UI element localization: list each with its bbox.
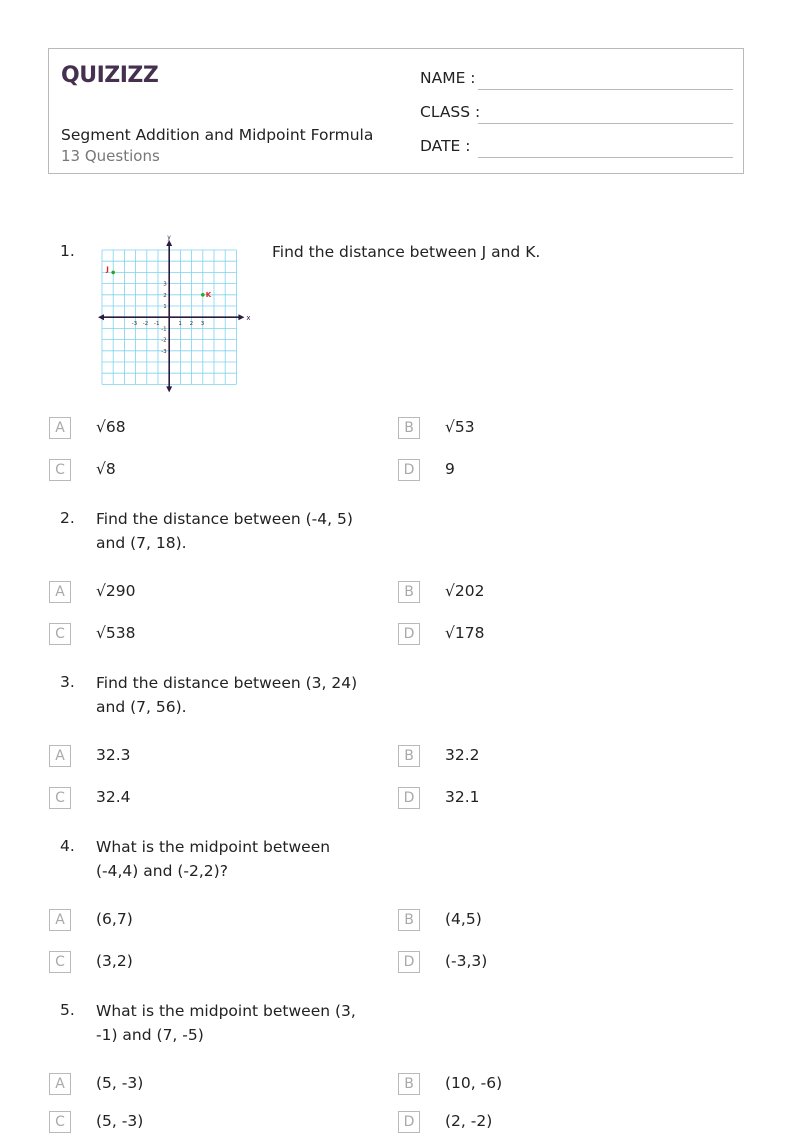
option-letter: C (49, 623, 71, 645)
option-text: 32.1 (445, 788, 480, 806)
option-letter: D (398, 787, 420, 809)
option-text: (3,2) (96, 952, 133, 970)
option-letter: A (49, 1073, 71, 1095)
question-number: 1. (60, 242, 75, 260)
point-label-k: K (205, 290, 212, 299)
x-tick-label: -3 (131, 321, 138, 328)
y-tick-label: 2 (163, 292, 167, 299)
option-letter: D (398, 1111, 420, 1133)
logo-text: QUIZIZZ (61, 63, 159, 88)
option-letter: B (398, 909, 420, 931)
option-letter: C (49, 787, 71, 809)
y-axis-arrow-down (166, 386, 172, 392)
option-letter: B (398, 417, 420, 439)
x-axis-arrow-right (238, 314, 244, 320)
option-text: (6,7) (96, 910, 133, 928)
option-letter: C (49, 1111, 71, 1133)
y-tick-label: 1 (163, 304, 167, 310)
option-text: √8 (96, 460, 116, 478)
name-line (478, 89, 733, 90)
class-line (478, 123, 733, 124)
option-text: (5, -3) (96, 1112, 144, 1130)
question-text: Find the distance between (3, 24) and (7, 56). (96, 674, 358, 716)
question-count: 13 Questions (61, 147, 160, 165)
x-tick-label: -2 (142, 321, 149, 328)
y-axis-label: y (167, 234, 171, 241)
option-letter: A (49, 745, 71, 767)
class-label: CLASS : (420, 103, 481, 121)
class-field[interactable] (420, 103, 480, 121)
y-tick-label: 3 (163, 281, 167, 288)
x-tick-label: -1 (154, 321, 160, 328)
option-letter: D (398, 459, 420, 481)
point-label-j: J (106, 265, 109, 274)
date-line (478, 157, 733, 158)
date-label: DATE : (420, 137, 471, 155)
date-field[interactable] (420, 137, 470, 155)
question-number: 4. (60, 837, 75, 855)
option-letter: C (49, 951, 71, 973)
option-letter: B (398, 745, 420, 767)
question-number: 2. (60, 509, 75, 527)
point-k (201, 293, 205, 297)
worksheet-title: Segment Addition and Midpoint Formula (61, 126, 374, 144)
question-number: 3. (60, 673, 75, 691)
worksheet-header (48, 48, 744, 174)
option-text: √178 (445, 624, 485, 642)
question-text: Find the distance between J and K. (272, 243, 541, 261)
name-field[interactable] (420, 69, 476, 87)
option-text: (5, -3) (96, 1074, 144, 1092)
question-number: 5. (60, 1001, 75, 1019)
y-tick-label: -3 (161, 348, 167, 355)
option-letter: D (398, 623, 420, 645)
option-text: 9 (445, 460, 455, 478)
option-text: (4,5) (445, 910, 482, 928)
option-letter: B (398, 1073, 420, 1095)
coordinate-graph (98, 234, 251, 390)
option-letter: D (398, 951, 420, 973)
option-text: 32.3 (96, 746, 131, 764)
x-tick-label: 2 (189, 321, 194, 328)
x-tick-label: 3 (200, 321, 205, 328)
point-j (111, 271, 115, 275)
option-letter: B (398, 581, 420, 603)
y-tick-label: -2 (161, 337, 167, 344)
question-text: What is the midpoint between (3, -1) and (7, -5) (96, 1002, 356, 1044)
option-text: (10, -6) (445, 1074, 503, 1092)
option-letter: A (49, 909, 71, 931)
option-letter: C (49, 459, 71, 481)
option-text: √538 (96, 624, 136, 642)
option-text: 32.2 (445, 746, 480, 764)
question-text: Find the distance between (-4, 5) and (7, 18). (96, 510, 353, 552)
option-text: (2, -2) (445, 1112, 493, 1130)
question-text: What is the midpoint between (-4,4) and (-2,2)? (96, 838, 331, 880)
option-text: √53 (445, 418, 475, 436)
option-text: 32.4 (96, 788, 131, 806)
option-text: √68 (96, 418, 126, 436)
y-tick-label: -1 (161, 326, 167, 333)
x-axis-arrow-left (98, 314, 104, 320)
x-axis-label: x (246, 314, 251, 323)
quizizz-logo (61, 59, 161, 91)
option-letter: A (49, 581, 71, 603)
name-label: NAME : (420, 69, 476, 87)
option-text: (-3,3) (445, 952, 488, 970)
option-text: √290 (96, 582, 136, 600)
option-letter: A (49, 417, 71, 439)
option-text: √202 (445, 582, 485, 600)
x-tick-label: 1 (178, 321, 182, 328)
